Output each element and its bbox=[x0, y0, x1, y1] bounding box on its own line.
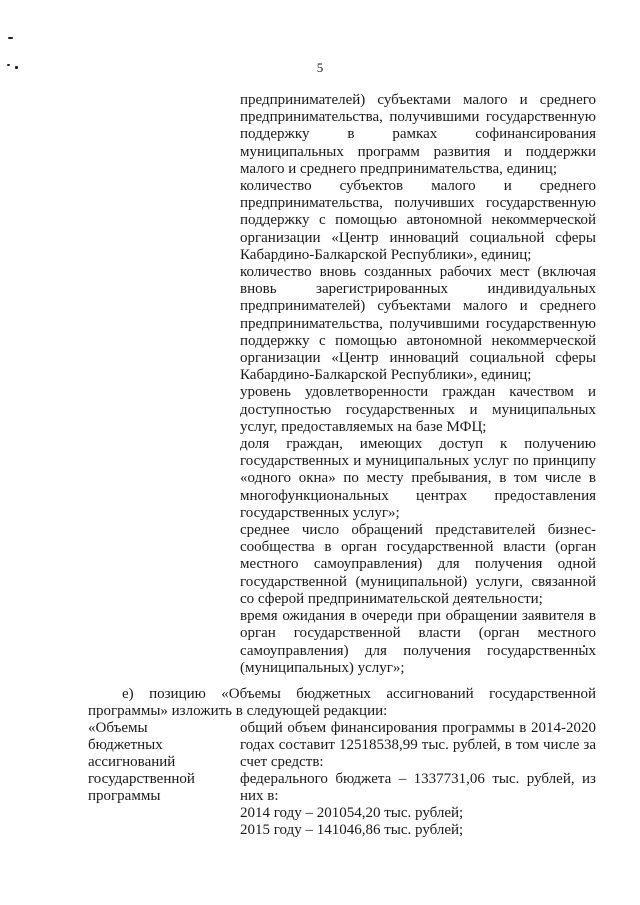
table-label-cell bbox=[88, 720, 228, 805]
funding-year-row: 2015 году – 141046,86 тыс. рублей; bbox=[240, 822, 464, 838]
table-label-line: бюджетных bbox=[88, 737, 163, 753]
table-value-cell bbox=[240, 720, 596, 839]
scan-mark bbox=[15, 66, 18, 69]
indicator-paragraph: количество вновь созданных рабочих мест (включая вновь зарегистрированных индивидуальных предпринимателей) субъектами малого и среднего предпринимательства, получившими государственную поддержку с помощью автономной некоммерческой организации «Центр инноваций социальной сферы Кабардино-Балкарской Республики», единиц; bbox=[240, 264, 596, 384]
table-label-line: программы bbox=[88, 788, 161, 804]
funding-total: общий объем финансирования программы в 2014-2020 годах составит 12518538,99 тыс. рублей, в том числе за счет средств: bbox=[240, 720, 596, 770]
edit-instruction: е) позицию «Объемы бюджетных ассигнований государственной программы» изложить в следующей редакции: bbox=[88, 686, 596, 719]
table-label-line: «Объемы bbox=[88, 720, 148, 736]
table-label-line: ассигнований bbox=[88, 754, 176, 770]
indicator-paragraph: уровень удовлетворенности граждан качеством и доступностью государственных и муниципальных услуг, предоставляемых на базе МФЦ; bbox=[240, 384, 596, 435]
scan-mark bbox=[7, 64, 10, 66]
indicator-paragraph: среднее число обращений представителей бизнес-сообщества в орган государственной власти (орган местного самоуправления) для получения одной государственной (муниципальной) услуги, связанной со сферой предпринимательской деятельности; bbox=[240, 522, 596, 607]
funding-federal: федерального бюджета – 1337731,06 тыс. рублей, из них в: bbox=[240, 771, 596, 804]
scan-mark bbox=[8, 37, 13, 39]
indicator-paragraph: предпринимателей) субъектами малого и среднего предпринимательства, получившими государственную поддержку в рамках софинансирования муниципальных программ развития и поддержки малого и среднего предпринимательства, единиц; bbox=[240, 92, 596, 177]
indicator-list bbox=[240, 92, 596, 677]
indicator-paragraph: доля граждан, имеющих доступ к получению государственных и муниципальных услуг по принципу «одного окна» по месту пребывания, в том числе в многофункциональных центрах предоставления государственных услуг»; bbox=[240, 436, 596, 521]
indicator-paragraph: время ожидания в очереди при обращении заявителя в орган государственной власти (орган местного самоуправления) для получения государственных (муниципальных) услуг»; bbox=[240, 608, 596, 676]
page-number: 5 bbox=[316, 60, 324, 75]
table-label-line: государственной bbox=[88, 771, 195, 787]
indicator-paragraph: количество субъектов малого и среднего предпринимательства, получивших государственную поддержку с помощью автономной некоммерческой организации «Центр инноваций социальной сферы Кабардино-Балкарской Республики», единиц; bbox=[240, 178, 596, 263]
funding-year-row: 2014 году – 201054,20 тыс. рублей; bbox=[240, 805, 464, 821]
